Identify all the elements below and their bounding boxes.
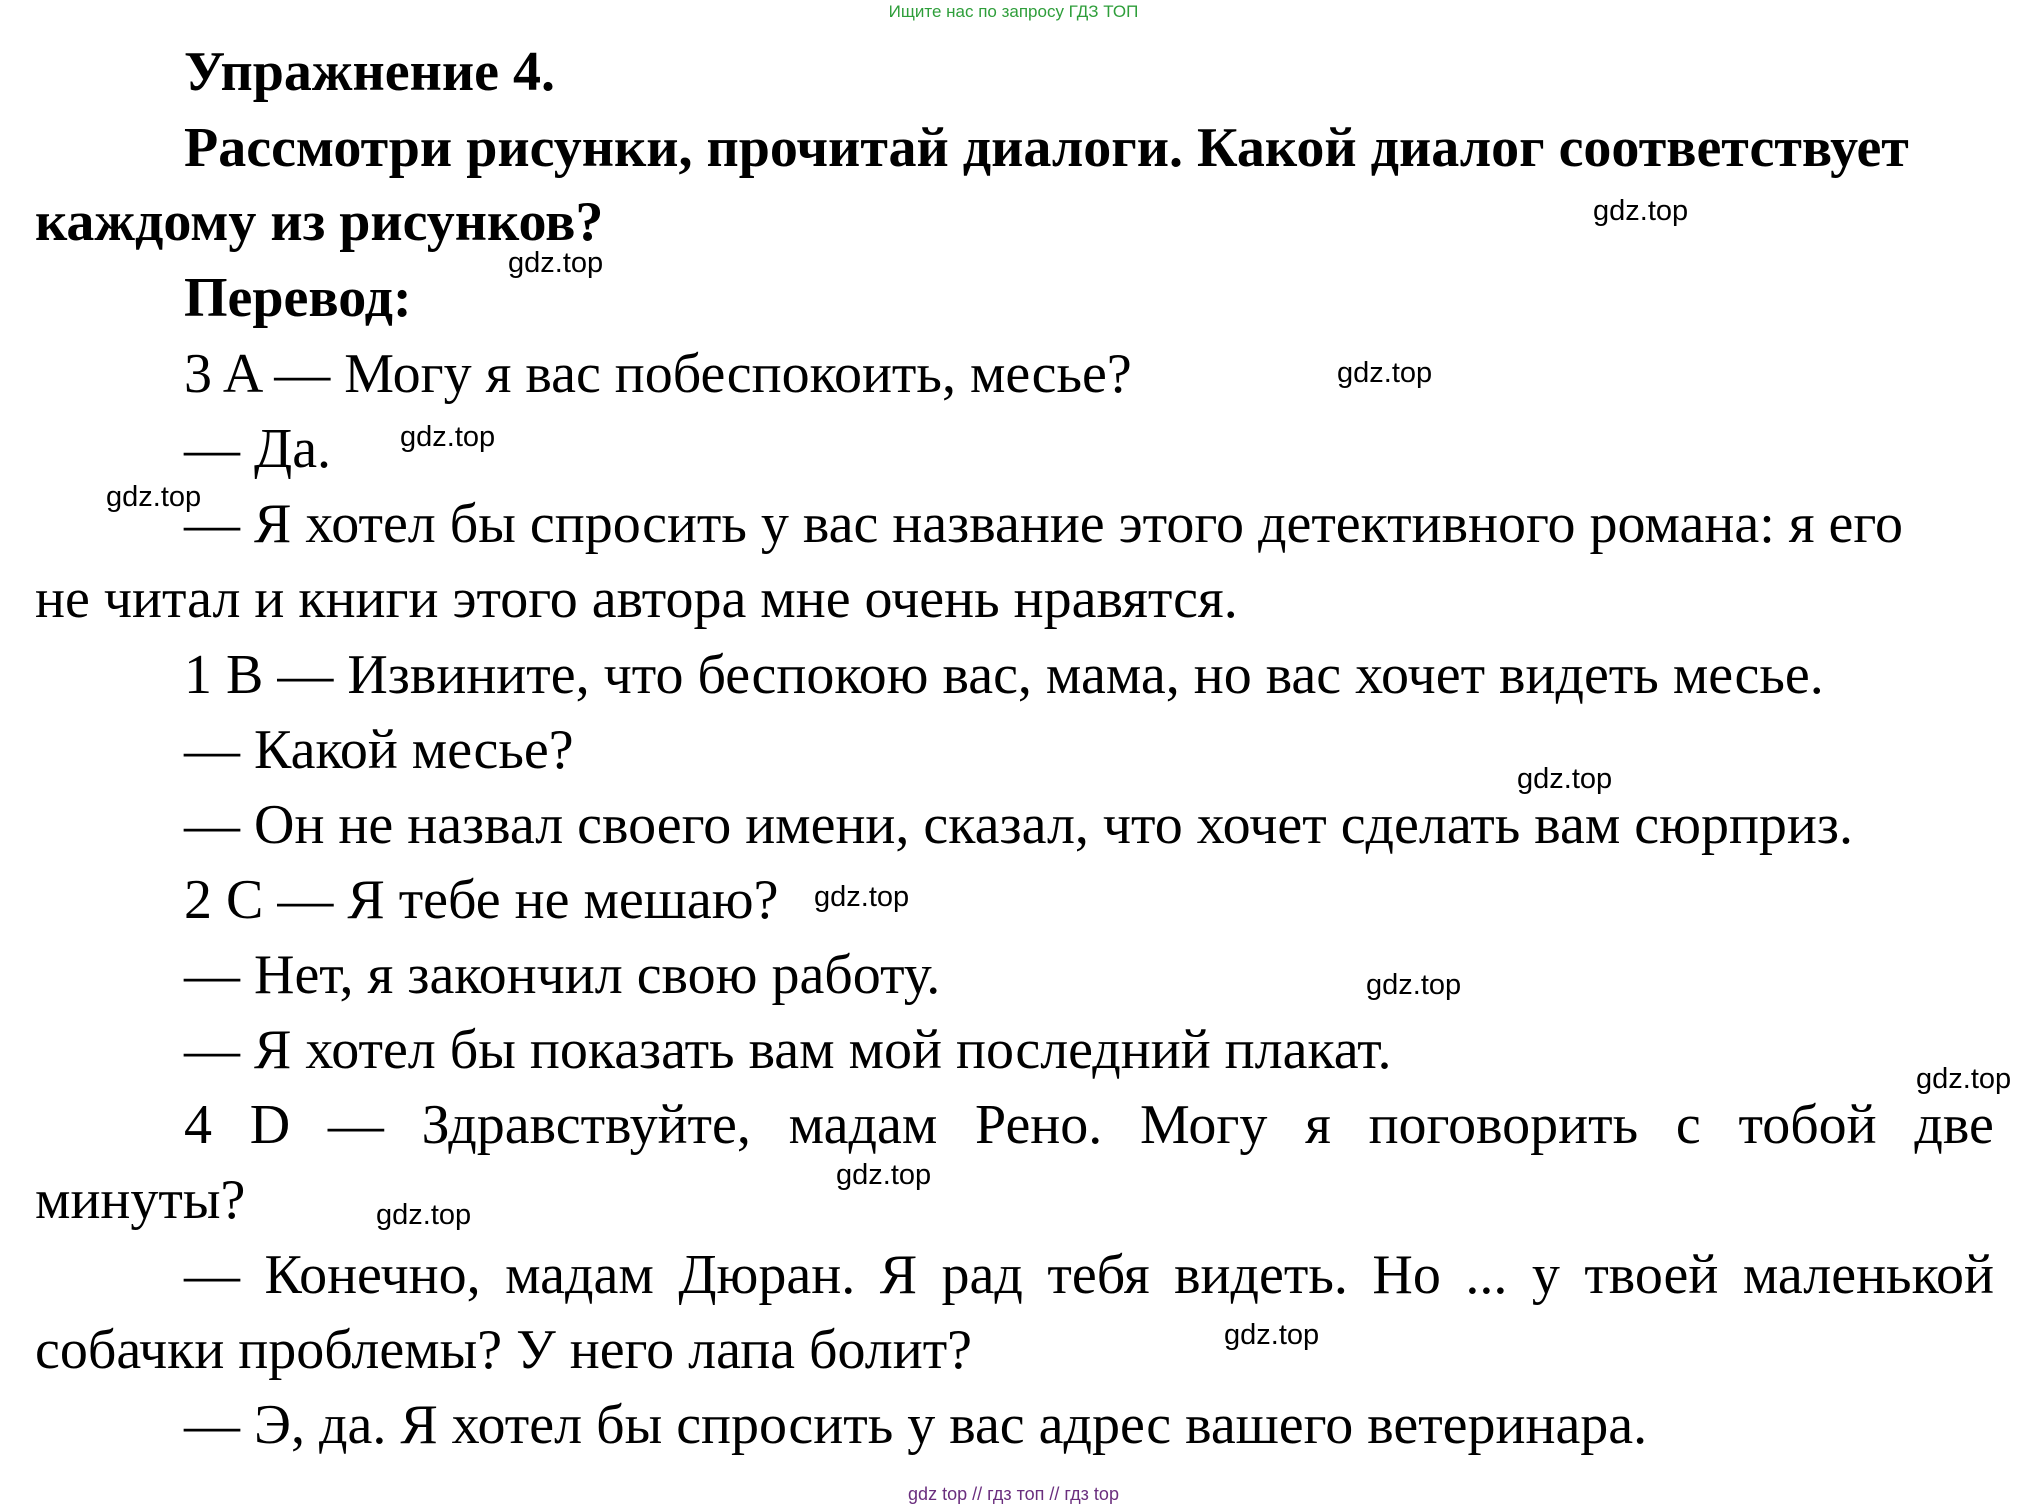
- footer-note: gdz top // гдз топ // гдз top: [908, 1484, 1119, 1504]
- watermark: gdz.top: [1224, 1319, 1320, 1351]
- watermark: gdz.top: [1593, 195, 1689, 227]
- dialogue-c-line-3: — Я хотел бы показать вам мой последний плакат.: [184, 1019, 1392, 1081]
- word: ...: [1465, 1244, 1508, 1306]
- word: мадам: [788, 1094, 938, 1156]
- dialogue-b-line-2: — Какой месье?: [184, 719, 574, 781]
- watermark: gdz.top: [1337, 357, 1433, 389]
- word: Дюран.: [678, 1244, 856, 1306]
- task-line-1: Рассмотри рисунки, прочитай диалоги. Какой диалог соответствует: [184, 117, 1909, 179]
- word: поговорить: [1368, 1094, 1639, 1156]
- word: с: [1675, 1094, 1701, 1156]
- word: рад: [941, 1244, 1023, 1306]
- word: я: [1305, 1094, 1331, 1156]
- dialogue-a-line-3: — Я хотел бы спросить у вас название этого детективного романа: я его: [184, 493, 1903, 555]
- watermark: gdz.top: [376, 1199, 472, 1231]
- word: тебя: [1047, 1244, 1150, 1306]
- header-note: Ищите нас по запросу ГДЗ ТОП: [888, 2, 1139, 21]
- word: Могу: [1139, 1094, 1268, 1156]
- word: Конечно,: [264, 1244, 481, 1306]
- dialogue-a-line-1: 3 A — Могу я вас побеспокоить, месье?: [184, 343, 1132, 405]
- dialogue-b-line-3: — Он не назвал своего имени, сказал, что хочет сделать вам сюрприз.: [184, 794, 1854, 856]
- watermark: gdz.top: [106, 481, 202, 513]
- watermark: gdz.top: [400, 421, 496, 453]
- word: мадам: [505, 1244, 654, 1306]
- word: у: [1531, 1244, 1560, 1306]
- dialogue-d-line-3: — Э, да. Я хотел бы спросить у вас адрес вашего ветеринара.: [184, 1394, 1648, 1456]
- dialogue-b-line-1: 1 B — Извините, что беспокою вас, мама, но вас хочет видеть месье.: [184, 644, 1824, 706]
- watermark: gdz.top: [814, 881, 910, 913]
- word: D: [249, 1094, 291, 1156]
- word: маленькой: [1742, 1244, 1994, 1306]
- word: твоей: [1584, 1244, 1719, 1306]
- word: Рено.: [975, 1094, 1103, 1156]
- task-line-2: каждому из рисунков?: [35, 191, 604, 253]
- word: Но: [1372, 1244, 1441, 1306]
- word: —: [327, 1094, 384, 1156]
- watermark: gdz.top: [508, 247, 604, 279]
- dialogue-d-line-1: [184, 1093, 1994, 1157]
- watermark: gdz.top: [1366, 969, 1462, 1001]
- dialogue-d-line-2: [184, 1243, 1994, 1307]
- dialogue-a-line-3-cont: не читал и книги этого автора мне очень нравятся.: [35, 568, 1238, 630]
- dialogue-d-line-2-cont: собачки проблемы? У него лапа болит?: [35, 1319, 973, 1381]
- watermark: gdz.top: [1517, 763, 1613, 795]
- dialogue-a-line-2: — Да.: [184, 418, 332, 480]
- word: тобой: [1738, 1094, 1877, 1156]
- word: Я: [879, 1244, 918, 1306]
- watermark: gdz.top: [836, 1159, 932, 1191]
- dialogue-c-line-1: 2 C — Я тебе не мешаю?: [184, 869, 779, 931]
- translation-label: Перевод:: [184, 267, 412, 329]
- word: Здравствуйте,: [421, 1094, 751, 1156]
- word: 4: [184, 1094, 212, 1156]
- word: —: [184, 1244, 240, 1306]
- dialogue-d-line-1-cont: минуты?: [35, 1169, 246, 1231]
- watermark: gdz.top: [1916, 1063, 2012, 1095]
- exercise-title: Упражнение 4.: [184, 41, 556, 103]
- word: видеть.: [1174, 1244, 1348, 1306]
- word: две: [1914, 1094, 1994, 1156]
- dialogue-c-line-2: — Нет, я закончил свою работу.: [184, 944, 941, 1006]
